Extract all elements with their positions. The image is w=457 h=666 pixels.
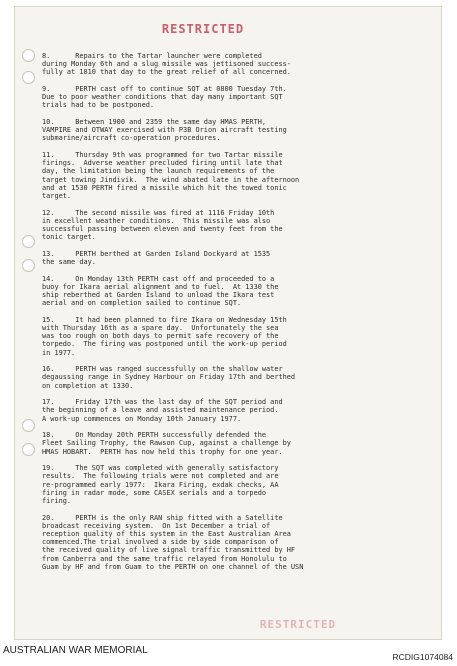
- document-body: [42, 52, 378, 579]
- punch-hole: [22, 49, 35, 62]
- restricted-stamp-faint: RESTRICTED: [259, 618, 337, 631]
- punch-hole: [22, 259, 35, 272]
- punch-hole: [22, 419, 35, 432]
- paragraph-8: 8. Repairs to the Tartar launcher were completed during Monday 6th and a slug missile was jettisoned success- fully at 1810 that day to the great relief of all concerned.: [42, 52, 291, 77]
- paragraph-19: 19. The SQT was completed with generally satisfactory results. The following trials were not completed and are re-programmed early 1977: Ikara Firing, exdak checks, AA firing in radar mode, some CASEX serials and a torpedo firing.: [42, 464, 279, 506]
- punch-hole: [22, 235, 35, 248]
- record-id: RCDIG1074084: [392, 652, 453, 662]
- paragraph-20: 20. PERTH is the only RAN ship fitted with a Satellite broadcast receiving system. On 1st December a trial of reception quality of this system in the East Australian Area commenced.The trial involved a side by side comparison of the received quality of live signal traffic transmitted by HF from Canberra and the same traffic relayed from Honolulu to Guam by HF and from Guam to the PERTH on one channel of the USN: [42, 513, 304, 571]
- paragraph-10: 10. Between 1900 and 2359 the same day HMAS PERTH, VAMPIRE and OTWAY exercised with P3B Orion aircraft testing submarine/aircraft co-operation procedures.: [42, 118, 287, 143]
- paragraph-16: 16. PERTH was ranged successfully on the shallow water degaussing range in Sydney Harbour on Friday 17th and berthed on completion at 1330.: [42, 365, 296, 390]
- paragraph-9: 9. PERTH cast off to continue SQT at 0800 Tuesday 7th. Due to poor weather conditions that day many important SQT trials had to be postponed.: [42, 85, 287, 110]
- restricted-stamp: RESTRICTED: [161, 22, 245, 36]
- punch-hole: [22, 443, 35, 456]
- archive-name: AUSTRALIAN WAR MEMORIAL: [3, 645, 148, 656]
- paragraph-13: 13. PERTH berthed at Garden Island Dockyard at 1535 the same day.: [42, 249, 271, 267]
- paragraph-15: 15. It had been planned to fire Ikara on Wednesday 15th with Thursday 16th as a spare day. Unfortunately the sea was too rough on both days to permit safe recovery of the torpedo. The firing was postponed until the work-up period in 1977.: [42, 315, 287, 357]
- paragraph-11: 11. Thursday 9th was programmed for two Tartar missile firings. Adverse weather precluded firing until late that day, the limitation being the launch requirements of the target towing Jindivik. The wind abated late in the afternoon and at 1530 PERTH fired a missile which hit the towed tonic target.: [42, 151, 300, 201]
- paragraph-17: 17. Friday 17th was the last day of the SQT period and the beginning of a leave and assisted maintenance period. A work-up commences on Monday 10th January 1977.: [42, 398, 283, 423]
- punch-hole: [22, 71, 35, 84]
- paragraph-12: 12. The second missile was fired at 1116 Friday 10th in excellent weather conditions. This missile was also successful passing between eleven and twenty feet from the tonic target.: [42, 208, 283, 242]
- binder-holes: [22, 7, 36, 639]
- paragraph-18: 18. On Monday 20th PERTH successfully defended the Fleet Sailing Trophy, the Rawson Cup, against a challenge by HMAS HOBART. PERTH has now held this trophy for one year.: [42, 431, 291, 456]
- paragraph-14: 14. On Monday 13th PERTH cast off and proceeded to a buoy for Ikara aerial alignment and to fuel. At 1330 the ship reberthed at Garden Island to unload the Ikara test aerial and on completion sailed to continue SQT.: [42, 274, 279, 308]
